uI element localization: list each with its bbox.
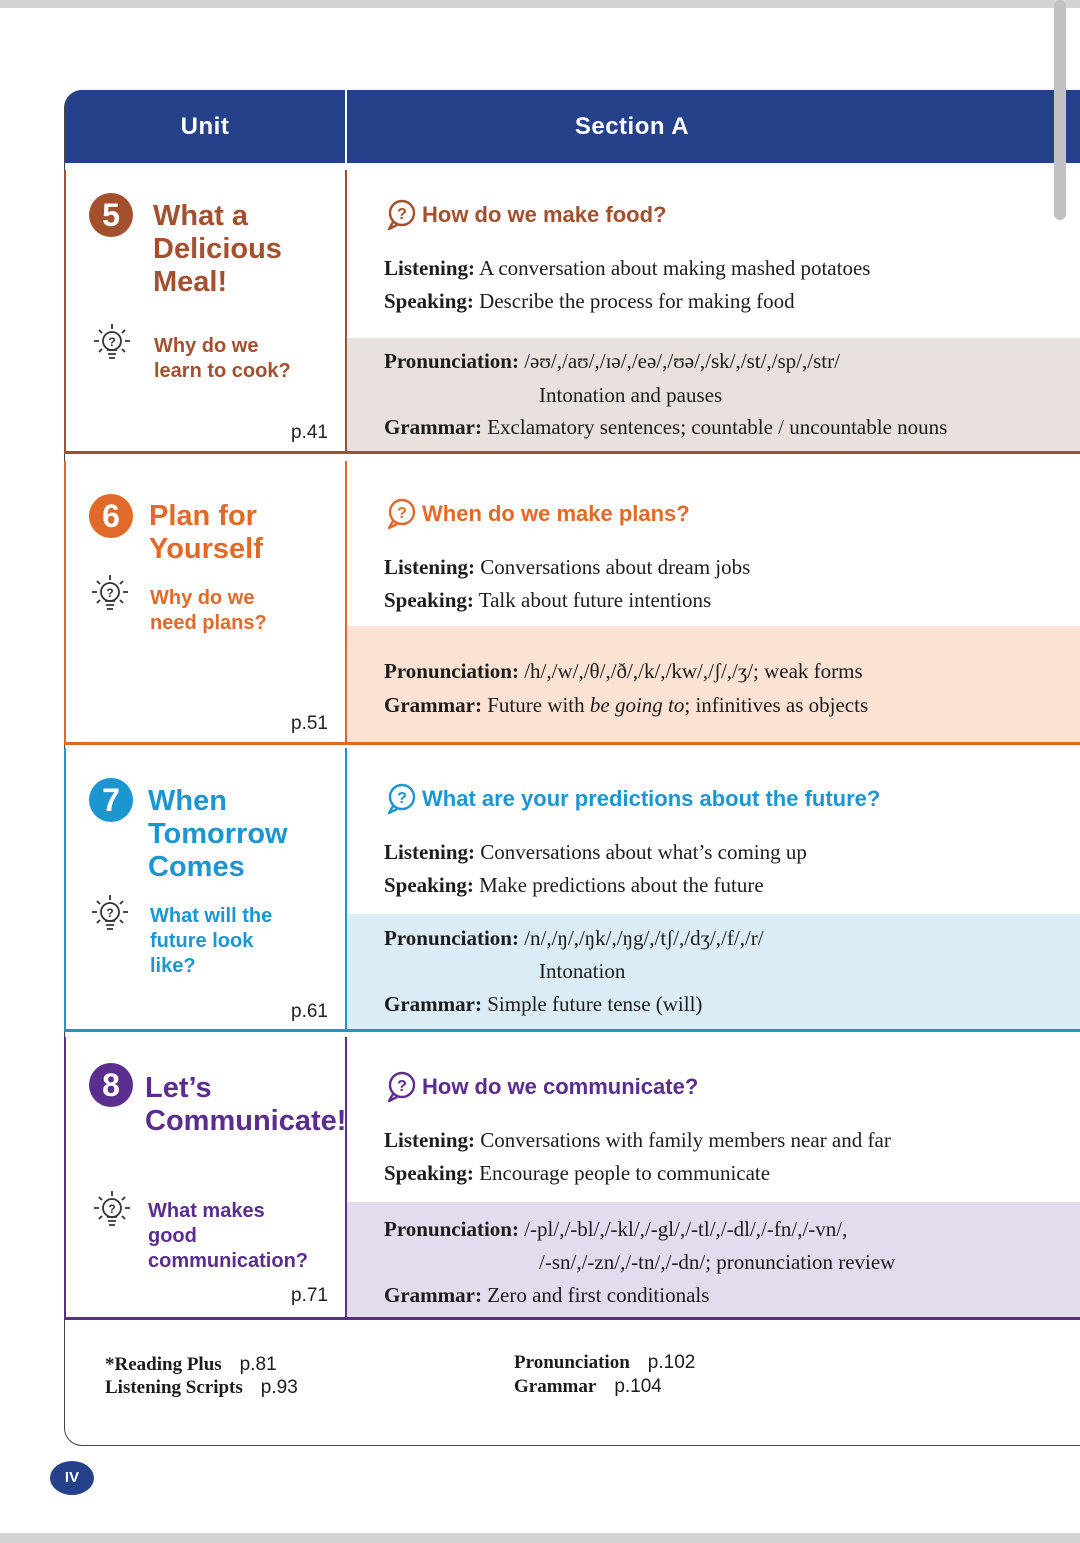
unit-page-number[interactable]: p.61 [291,1001,328,1022]
pronunciation-continued: Intonation [539,959,626,983]
speaking-line: Speaking: Talk about future intentions [384,588,712,612]
section-question: ? How do we make food? [384,198,666,232]
speaking-line: Speaking: Make predictions about the future [384,873,764,897]
unit-page-number[interactable]: p.71 [291,1285,328,1306]
table-header [65,90,1080,163]
lightbulb-question-icon [89,573,131,619]
svg-text:?: ? [108,1202,116,1216]
pronunciation-line: Pronunciation: /-pl/,/-bl/,/-kl/,/-gl/,/-tl/,/-dl/,/-fn/,/-vn/, [384,1217,848,1241]
svg-text:?: ? [106,586,114,600]
unit-big-question: Why do we learn to cook? [154,335,291,382]
unit-title[interactable]: What a Delicious Meal! [153,200,282,298]
bottom-bar [0,1533,1080,1543]
speaking-line: Speaking: Describe the process for making food [384,289,795,313]
lightbulb-question-icon [91,322,133,368]
section-question: ? What are your predictions about the future? [384,782,880,816]
unit-title[interactable]: Let’s Communicate! [145,1072,347,1137]
unit-row-7 [64,748,1080,1032]
footer-pronunciation[interactable]: Pronunciation p.102 [514,1352,696,1373]
unit-page-number[interactable]: p.41 [291,422,328,443]
scrollbar-thumb[interactable] [1054,0,1066,220]
unit-title[interactable]: When Tomorrow Comes [148,785,288,883]
section-question: ? When do we make plans? [384,497,690,531]
listening-line: Listening: Conversations about dream jobs [384,555,751,579]
unit-row-5 [64,170,1080,454]
footer-reading-plus[interactable]: *Reading Plus p.81 [105,1354,277,1375]
grammar-line: Grammar: Exclamatory sentences; countable / uncountable nouns [384,415,948,439]
svg-text:?: ? [397,790,407,807]
unit-row-6 [64,461,1080,745]
section-a-column-header: Section A [574,113,690,140]
svg-text:?: ? [397,1078,407,1095]
grammar-line: Grammar: Simple future tense (will) [384,992,703,1016]
svg-text:?: ? [108,335,116,349]
page-number-badge: IV [50,1461,94,1495]
lightbulb-question-icon [89,893,131,939]
lightbulb-question-icon [91,1189,133,1235]
pronunciation-line: Pronunciation: /əʊ/,/aʊ/,/ɪə/,/eə/,/ʊə/,/sk/,/st/,/sp/,/str/ [384,349,840,373]
question-bubble-icon [384,497,418,531]
listening-line: Listening: Conversations with family members near and far [384,1128,891,1152]
footer-grammar[interactable]: Grammar p.104 [514,1376,662,1397]
listening-line: Listening: A conversation about making mashed potatoes [384,256,871,280]
unit-title[interactable]: Plan for Yourself [149,500,263,565]
unit-column-header: Unit [180,113,230,140]
unit-page-number[interactable]: p.51 [291,713,328,734]
unit-number-badge: 7 [89,778,133,822]
grammar-line: Grammar: Zero and first conditionals [384,1283,710,1307]
question-bubble-icon [384,198,418,232]
question-bubble-icon [384,1070,418,1104]
unit-big-question: What will the future look like? [150,905,273,977]
listening-line: Listening: Conversations about what’s coming up [384,840,807,864]
pronunciation-line: Pronunciation: /h/,/w/,/θ/,/ð/,/k/,/kw/,/ʃ/,/ʒ/; weak forms [384,659,863,683]
unit-number-badge: 5 [89,193,133,237]
top-bar [0,0,1080,8]
svg-text:?: ? [106,906,114,920]
svg-text:?: ? [397,206,407,223]
unit-number-badge: 8 [89,1063,133,1107]
footer-listening-scripts[interactable]: Listening Scripts p.93 [105,1377,298,1398]
pronunciation-line: Pronunciation: /n/,/ŋ/,/ŋk/,/ŋg/,/tʃ/,/dʒ/,/f/,/r/ [384,926,764,950]
question-bubble-icon [384,782,418,816]
grammar-line: Grammar: Future with be going to; infinitives as objects [384,693,869,717]
pronunciation-continued: Intonation and pauses [539,383,723,407]
unit-row-8 [64,1037,1080,1320]
unit-big-question: What makes good communication? [148,1200,309,1272]
speaking-line: Speaking: Encourage people to communicate [384,1161,771,1185]
unit-number-badge: 6 [89,494,133,538]
unit-big-question: Why do we need plans? [150,587,267,634]
svg-text:?: ? [397,505,407,522]
pronunciation-continued: /-sn/,/-zn/,/-tn/,/-dn/; pronunciation review [539,1250,896,1274]
section-question: ? How do we communicate? [384,1070,698,1104]
